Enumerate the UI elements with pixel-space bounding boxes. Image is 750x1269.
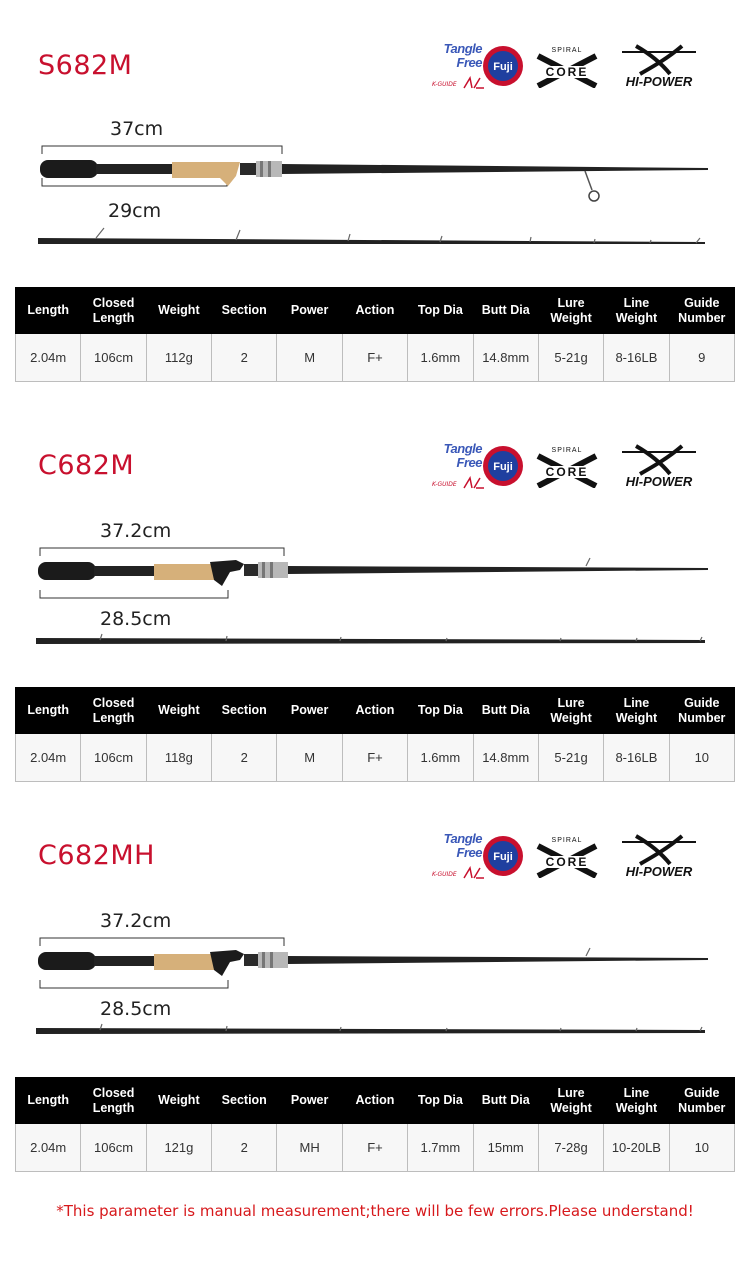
- svg-text:CORE: CORE: [545, 465, 589, 479]
- spiral-x-core-logo-icon: [534, 44, 600, 88]
- free-text: Free: [456, 55, 482, 70]
- value-butt-dia: 15mm: [473, 1124, 538, 1172]
- value-guide-number: 10: [669, 734, 734, 782]
- spec-table: [15, 687, 735, 782]
- header-length: Length: [16, 1078, 81, 1124]
- value-top-dia: 1.6mm: [408, 734, 473, 782]
- value-lure-weight: 5-21g: [538, 334, 603, 382]
- tangle-free-logo: [428, 830, 486, 882]
- value-guide-number: 9: [669, 334, 734, 382]
- rod-illustration: [0, 890, 750, 1050]
- header-guide-number: Guide Number: [669, 288, 734, 334]
- spiral-x-core-logo-icon: [534, 834, 600, 878]
- model-title: C682M: [38, 450, 135, 481]
- header-action: Action: [342, 688, 407, 734]
- handle-length-label: 37cm: [110, 118, 164, 140]
- svg-text:K-GUIDE: K-GUIDE: [432, 81, 457, 88]
- header-section: Section: [212, 1078, 277, 1124]
- value-closed-length: 106cm: [81, 734, 146, 782]
- x-hi-power-logo-icon: [610, 834, 708, 878]
- product-section-c682mh: [0, 790, 750, 1180]
- spec-table: [15, 287, 735, 382]
- spec-table: [15, 1077, 735, 1172]
- tangle-text: Tangle: [443, 441, 482, 456]
- fuji-logo-icon: [482, 45, 524, 87]
- header-line-weight: Line Weight: [604, 1078, 669, 1124]
- spec-value-row: [16, 1124, 735, 1172]
- value-section: 2: [212, 1124, 277, 1172]
- svg-text:K-GUIDE: K-GUIDE: [432, 481, 457, 488]
- header-power: Power: [277, 1078, 342, 1124]
- header-guide-number: Guide Number: [669, 1078, 734, 1124]
- butt-length-label: 28.5cm: [100, 608, 172, 630]
- tangle-free-logo: [428, 440, 486, 492]
- header-lure-weight: Lure Weight: [538, 288, 603, 334]
- butt-length-label: 28.5cm: [100, 998, 172, 1020]
- model-title: C682MH: [38, 840, 155, 871]
- spec-header-row: [16, 288, 735, 334]
- model-title: S682M: [38, 50, 133, 81]
- svg-text:CORE: CORE: [545, 855, 589, 869]
- spec-value-row: [16, 734, 735, 782]
- header-section: Section: [212, 288, 277, 334]
- value-top-dia: 1.7mm: [408, 1124, 473, 1172]
- fuji-logo-icon: [482, 835, 524, 877]
- value-power: MH: [277, 1124, 342, 1172]
- value-weight: 118g: [146, 734, 211, 782]
- header-top-dia: Top Dia: [408, 288, 473, 334]
- value-power: M: [277, 734, 342, 782]
- header-closed-length: Closed Length: [81, 1078, 146, 1124]
- kguide-icon: [428, 476, 486, 490]
- header-butt-dia: Butt Dia: [473, 1078, 538, 1124]
- svg-text:HI-POWER: HI-POWER: [625, 474, 693, 488]
- value-butt-dia: 14.8mm: [473, 734, 538, 782]
- value-length: 2.04m: [16, 1124, 81, 1172]
- header-guide-number: Guide Number: [669, 688, 734, 734]
- value-section: 2: [212, 334, 277, 382]
- header-weight: Weight: [146, 688, 211, 734]
- header-line-weight: Line Weight: [604, 688, 669, 734]
- value-length: 2.04m: [16, 734, 81, 782]
- header-top-dia: Top Dia: [408, 688, 473, 734]
- kguide-icon: [428, 76, 486, 90]
- value-weight: 112g: [146, 334, 211, 382]
- value-weight: 121g: [146, 1124, 211, 1172]
- header-power: Power: [277, 288, 342, 334]
- header-action: Action: [342, 1078, 407, 1124]
- rod-illustration: [0, 100, 750, 260]
- header-butt-dia: Butt Dia: [473, 288, 538, 334]
- svg-text:HI-POWER: HI-POWER: [625, 864, 693, 878]
- value-lure-weight: 5-21g: [538, 734, 603, 782]
- spiral-x-core-logo-icon: [534, 444, 600, 488]
- value-action: F+: [342, 734, 407, 782]
- svg-text:HI-POWER: HI-POWER: [625, 74, 693, 88]
- value-line-weight: 10-20LB: [604, 1124, 669, 1172]
- measurement-disclaimer: *This parameter is manual measurement;there will be few errors.Please understand!: [56, 1202, 694, 1220]
- free-text: Free: [456, 845, 482, 860]
- value-line-weight: 8-16LB: [604, 334, 669, 382]
- svg-text:CORE: CORE: [545, 65, 589, 79]
- value-closed-length: 106cm: [81, 1124, 146, 1172]
- free-text: Free: [456, 455, 482, 470]
- header-closed-length: Closed Length: [81, 688, 146, 734]
- header-weight: Weight: [146, 1078, 211, 1124]
- svg-text:SPIRAL: SPIRAL: [551, 837, 583, 844]
- x-hi-power-logo-icon: [610, 44, 708, 88]
- svg-text:Fuji: Fuji: [493, 61, 513, 73]
- value-closed-length: 106cm: [81, 334, 146, 382]
- tangle-free-logo: [428, 40, 486, 92]
- header-action: Action: [342, 288, 407, 334]
- value-section: 2: [212, 734, 277, 782]
- svg-text:SPIRAL: SPIRAL: [551, 47, 583, 54]
- header-power: Power: [277, 688, 342, 734]
- value-action: F+: [342, 334, 407, 382]
- svg-text:SPIRAL: SPIRAL: [551, 447, 583, 454]
- header-section: Section: [212, 688, 277, 734]
- header-length: Length: [16, 288, 81, 334]
- value-length: 2.04m: [16, 334, 81, 382]
- product-section-c682m: [0, 400, 750, 790]
- rod-illustration: [0, 500, 750, 660]
- tangle-text: Tangle: [443, 831, 482, 846]
- brand-logos: [420, 830, 720, 882]
- value-power: M: [277, 334, 342, 382]
- spec-value-row: [16, 334, 735, 382]
- fuji-logo-icon: [482, 445, 524, 487]
- header-butt-dia: Butt Dia: [473, 688, 538, 734]
- handle-length-label: 37.2cm: [100, 910, 172, 932]
- value-butt-dia: 14.8mm: [473, 334, 538, 382]
- header-lure-weight: Lure Weight: [538, 688, 603, 734]
- svg-text:Fuji: Fuji: [493, 851, 513, 863]
- value-lure-weight: 7-28g: [538, 1124, 603, 1172]
- header-line-weight: Line Weight: [604, 288, 669, 334]
- header-length: Length: [16, 688, 81, 734]
- tangle-text: Tangle: [443, 41, 482, 56]
- header-lure-weight: Lure Weight: [538, 1078, 603, 1124]
- kguide-icon: [428, 866, 486, 880]
- svg-text:Fuji: Fuji: [493, 461, 513, 473]
- value-action: F+: [342, 1124, 407, 1172]
- value-top-dia: 1.6mm: [408, 334, 473, 382]
- svg-text:K-GUIDE: K-GUIDE: [432, 871, 457, 878]
- header-weight: Weight: [146, 288, 211, 334]
- brand-logos: [420, 40, 720, 92]
- product-section-s682m: [0, 0, 750, 390]
- spec-header-row: [16, 688, 735, 734]
- value-guide-number: 10: [669, 1124, 734, 1172]
- x-hi-power-logo-icon: [610, 444, 708, 488]
- header-closed-length: Closed Length: [81, 288, 146, 334]
- butt-length-label: 29cm: [108, 200, 162, 222]
- spec-header-row: [16, 1078, 735, 1124]
- handle-length-label: 37.2cm: [100, 520, 172, 542]
- header-top-dia: Top Dia: [408, 1078, 473, 1124]
- value-line-weight: 8-16LB: [604, 734, 669, 782]
- brand-logos: [420, 440, 720, 492]
